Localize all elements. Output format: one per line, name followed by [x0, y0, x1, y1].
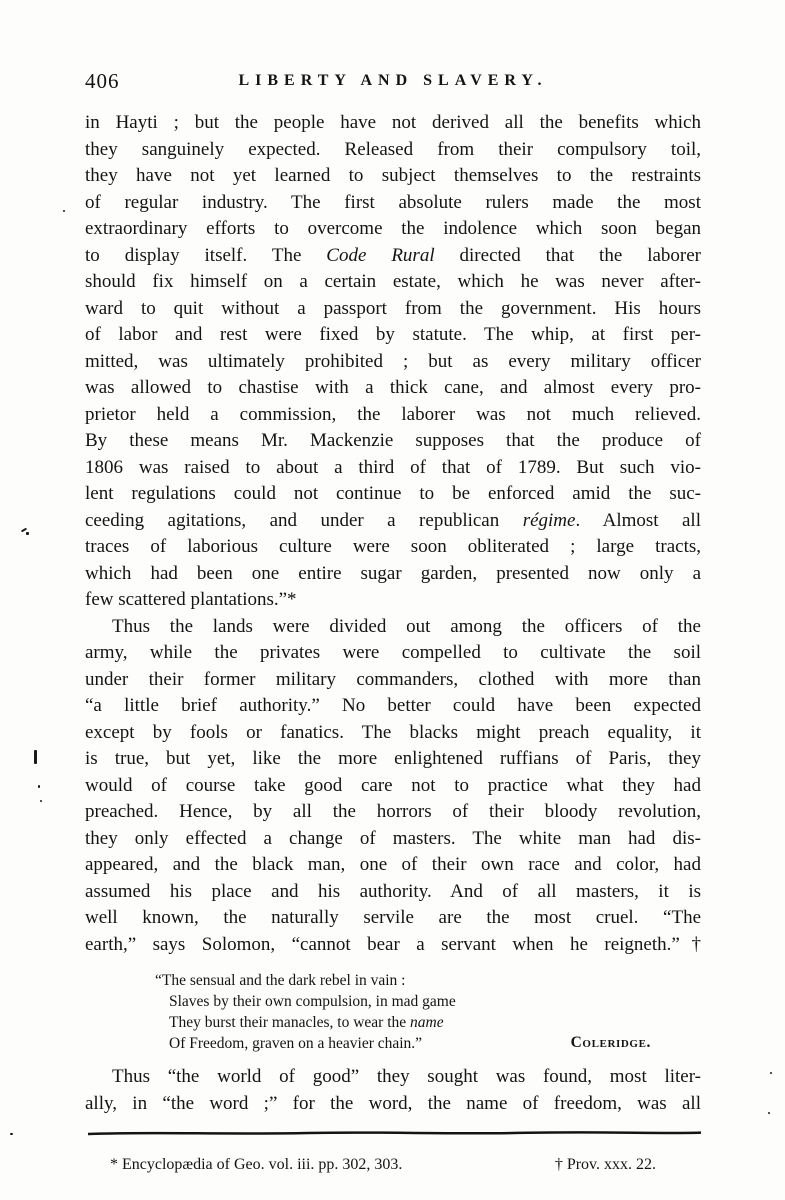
paragraph: [85, 1064, 701, 1117]
scan-artifact: [770, 1072, 772, 1074]
scan-artifact: [34, 750, 37, 764]
text-line: army, while the privates were compelled to cultivate the soil: [85, 642, 701, 663]
text-line: ally, in “the word ;” for the word, the name of freedom, was all: [85, 1092, 701, 1114]
poem-line: They burst their manacles, to wear the name: [169, 1014, 444, 1031]
text-line: they only effected a change of masters. The white man had dis-: [85, 827, 701, 849]
paragraph: [85, 614, 701, 959]
text-line: mitted, was ultimately prohibited ; but as every military officer: [85, 350, 701, 372]
text-line: preached. Hence, by all the horrors of their bloody revolution,: [85, 801, 701, 822]
text-line: well known, the naturally servile are the most cruel. “The: [85, 907, 701, 928]
text-line: they have not yet learned to subject themselves to the restraints: [85, 165, 701, 186]
scan-artifact: [10, 1133, 13, 1135]
running-head: [85, 68, 701, 98]
footnotes: [110, 1156, 656, 1174]
text-line: ward to quit without a passport from the government. His hours: [85, 297, 701, 319]
footnote-rule-line: [88, 1129, 701, 1139]
scan-artifact: [40, 800, 42, 802]
text-line: prietor held a commission, the laborer was not much relieved.: [85, 403, 701, 425]
poem-quote: [155, 970, 651, 1054]
scan-artifact: [26, 532, 29, 535]
text-line: 1806 was raised to about a third of that of 1789. But such vio-: [85, 456, 701, 478]
text-line: By these means Mr. Mackenzie supposes that the produce of: [85, 430, 701, 451]
text-line: traces of laborious culture were soon obliterated ; large tracts,: [85, 536, 701, 557]
text-line: Thus the lands were divided out among the officers of the: [112, 615, 701, 637]
scan-artifact: [768, 1112, 770, 1114]
body-text: [85, 110, 701, 1117]
text-line: except by fools or fanatics. The blacks might preach equality, it: [85, 721, 701, 743]
text-line: in Hayti ; but the people have not derived all the benefits which: [85, 112, 701, 133]
text-line: would of course take good care not to practice what they had: [85, 774, 701, 796]
page-number: 406: [85, 69, 120, 93]
footnote-rule: [88, 1126, 701, 1136]
text-line: should fix himself on a certain estate, which he was never after-: [85, 271, 701, 292]
text-line: lent regulations could not continue to be enforced amid the suc-: [85, 483, 701, 504]
text-line: “a little brief authority.” No better could have been expected: [85, 695, 701, 716]
text-line: extraordinary efforts to overcome the indolence which soon began: [85, 218, 701, 239]
text-line: is true, but yet, like the more enlightened ruffians of Paris, they: [85, 748, 701, 769]
paragraph: [85, 110, 701, 614]
text-line: earth,” says Solomon, “cannot bear a servant when he reigneth.”†: [85, 933, 701, 955]
text-line: which had been one entire sugar garden, presented now only a: [85, 562, 701, 584]
text-line: Thus “the world of good” they sought was found, most liter-: [112, 1066, 701, 1087]
poem-line: “The sensual and the dark rebel in vain :: [155, 972, 406, 989]
text-line: assumed his place and his authority. And of all masters, it is: [85, 880, 701, 902]
text-line: was allowed to chastise with a thick cane, and almost every pro-: [85, 377, 701, 398]
scan-artifact: [63, 210, 65, 212]
scan-artifact: [38, 785, 40, 788]
text-line: ceeding agitations, and under a republican régime. Almost all: [85, 509, 701, 531]
footnote-right: † Prov. xxx. 22.: [554, 1156, 656, 1173]
text-line: few scattered plantations.”*: [85, 589, 297, 610]
poem-line: Of Freedom, graven on a heavier chain.”: [169, 1035, 423, 1052]
text-line: of labor and rest were fixed by statute. The whip, at first per-: [85, 324, 701, 345]
footnote-left: * Encyclopædia of Geo. vol. iii. pp. 302, 303.: [110, 1156, 403, 1173]
text-line: under their former military commanders, clothed with more than: [85, 668, 701, 690]
text-line: of regular industry. The first absolute rulers made the most: [85, 191, 701, 213]
poem-line: Slaves by their own compulsion, in mad game: [169, 993, 456, 1010]
running-title: LIBERTY AND SLAVERY.: [238, 72, 548, 89]
text-line: to display itself. The Code Rural directed that the laborer: [85, 244, 701, 266]
text-line: they sanguinely expected. Released from their compulsory toil,: [85, 138, 701, 160]
text-line: appeared, and the black man, one of their own race and color, had: [85, 854, 701, 875]
poem-attribution: Coleridge.: [570, 1034, 651, 1051]
